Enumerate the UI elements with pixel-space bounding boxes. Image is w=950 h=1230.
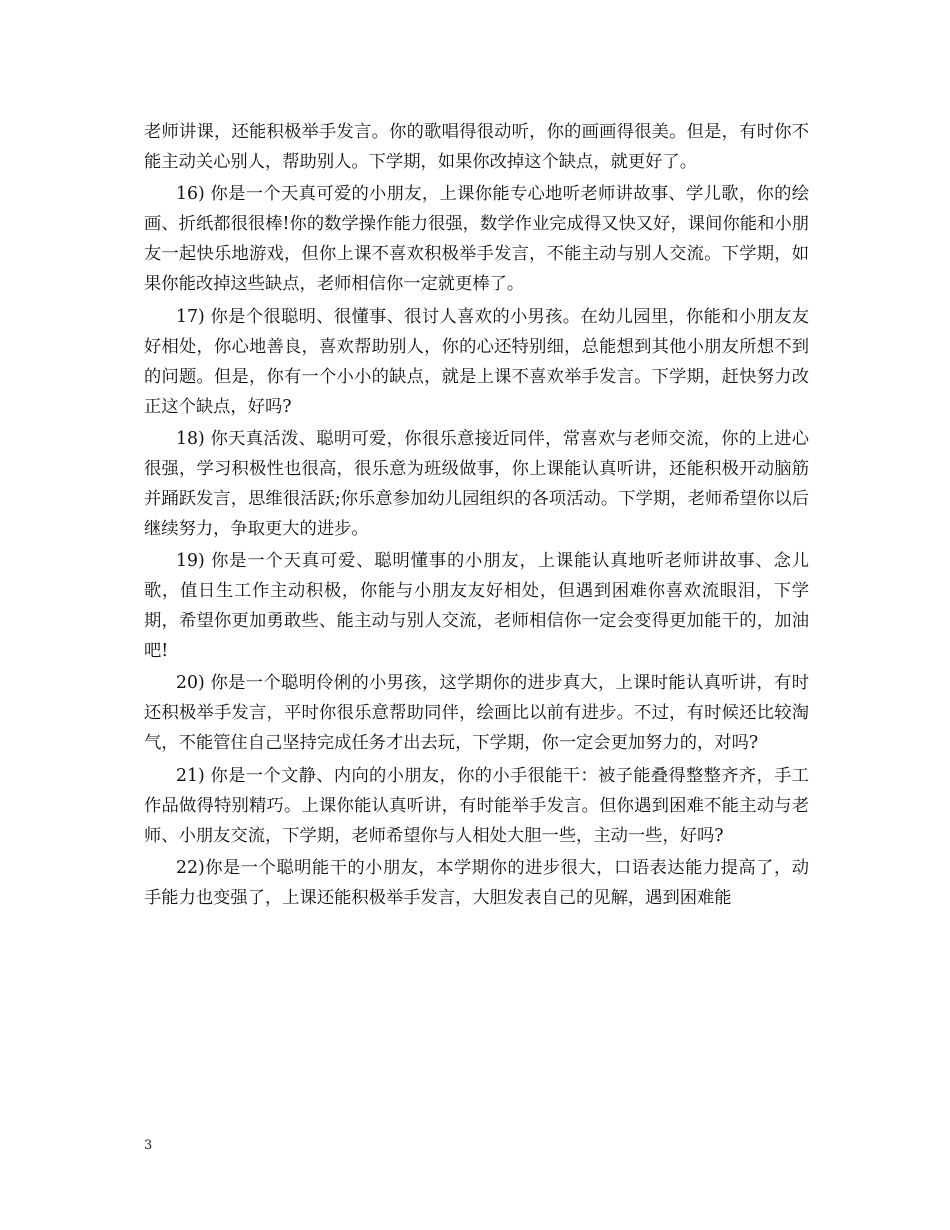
paragraph-16: 16) 你是一个天真可爱的小朋友，上课你能专心地听老师讲故事、学儿歌，你的绘画、折纸都很很棒!你的数学操作能力很强，数学作业完成得又快又好，课间你能和小朋友一起快乐地游戏，但你上课不喜欢积极举手发言，不能主动与别人交流。下学期，如果你能改掉这些缺点，老师相信你一定就更棒了。 bbox=[144, 184, 809, 295]
paragraph-22: 22)你是一个聪明能干的小朋友，本学期你的进步很大，口语表达能力提高了，动手能力也变强了，上课还能积极举手发言，大胆发表自己的见解，遇到困难能 bbox=[144, 858, 809, 909]
body-text bbox=[144, 117, 809, 915]
paragraph-continuation: 老师讲课，还能积极举手发言。你的歌唱得很动听，你的画画得很美。但是，有时你不能主动关心别人，帮助别人。下学期，如果你改掉这个缺点，就更好了。 bbox=[144, 122, 809, 172]
paragraph-19: 19) 你是一个天真可爱、聪明懂事的小朋友，上课能认真地听老师讲故事、念儿歌，值日生工作主动积极，你能与小朋友友好相处，但遇到困难你喜欢流眼泪，下学期，希望你更加勇敢些、能主动与别人交流，老师相信你一定会变得更加能干的，加油吧! bbox=[144, 551, 809, 662]
paragraph-20: 20) 你是一个聪明伶俐的小男孩，这学期你的进步真大，上课时能认真听讲，有时还积极举手发言，平时你很乐意帮助同伴，绘画比以前有进步。不过，有时候还比较淘气，不能管住自己坚持完成任务才出去玩，下学期，你一定会更加努力的，对吗? bbox=[144, 673, 809, 754]
paragraph-18: 18) 你天真活泼、聪明可爱，你很乐意接近同伴，常喜欢与老师交流，你的上进心很强，学习积极性也很高，很乐意为班级做事，你上课能认真听讲，还能积极开动脑筋并踊跃发言，思维很活跃;你乐意参加幼儿园组织的各项活动。下学期，老师希望你以后继续努力，争取更大的进步。 bbox=[144, 428, 809, 539]
page-number: 3 bbox=[144, 1138, 153, 1153]
paragraph-17: 17) 你是个很聪明、很懂事、很讨人喜欢的小男孩。在幼儿园里，你能和小朋友友好相处，你心地善良，喜欢帮助别人，你的心还特别细，总能想到其他小朋友所想不到的问题。但是，你有一个小小的缺点，就是上课不喜欢举手发言。下学期，赶快努力改正这个缺点，好吗? bbox=[144, 306, 809, 417]
paragraph-21: 21) 你是一个文静、内向的小朋友，你的小手很能干：被子能叠得整整齐齐，手工作品做得特别精巧。上课你能认真听讲，有时能举手发言。但你遇到困难不能主动与老师、小朋友交流，下学期，老师希望你与人相处大胆一些，主动一些，好吗? bbox=[144, 765, 809, 846]
